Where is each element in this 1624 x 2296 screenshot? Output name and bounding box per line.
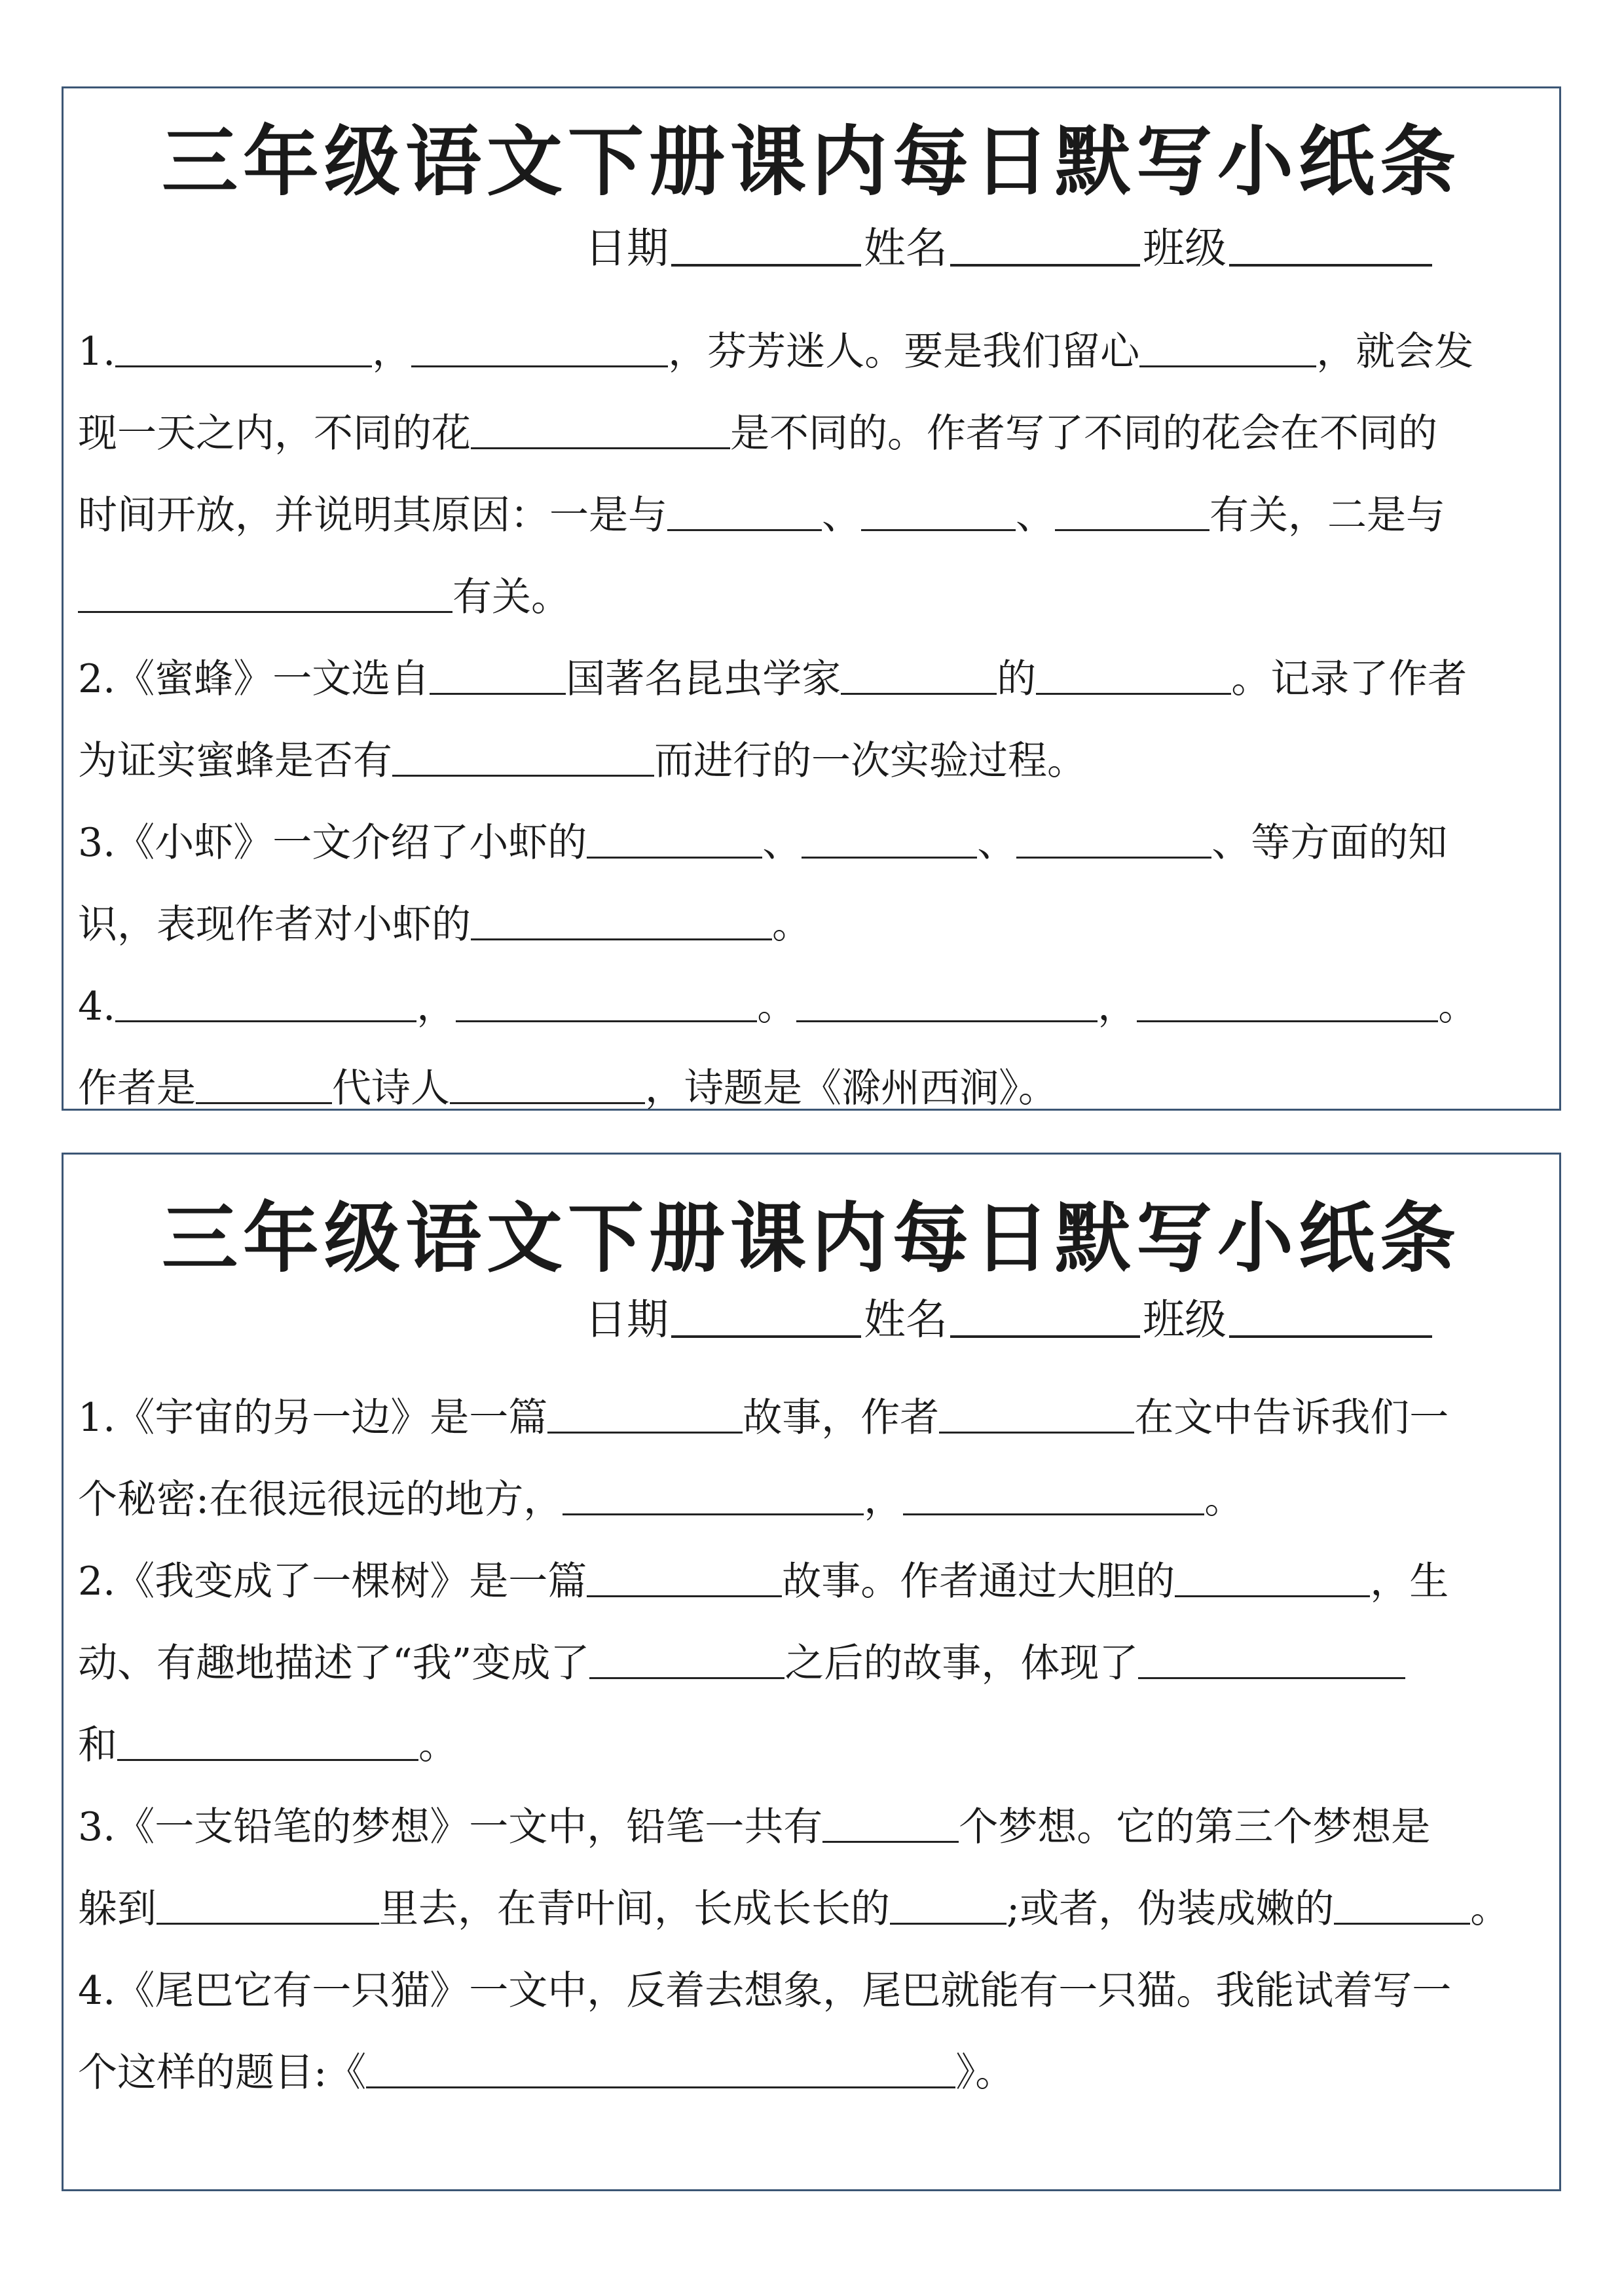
answer-blank[interactable] [841,655,997,695]
answer-blank[interactable] [78,573,452,613]
answer-blank[interactable] [471,900,772,940]
question-line [78,1377,1546,1459]
answer-blank[interactable] [547,1394,743,1434]
text: ， [416,984,456,1029]
answer-blank[interactable] [392,737,654,777]
question-line [78,802,1546,884]
answer-blank[interactable] [861,491,1016,531]
text: ， [1098,984,1137,1029]
answer-blank[interactable] [456,982,757,1022]
text: 个这样的题目:《 [78,2050,367,2096]
question-line [78,1048,1546,1130]
text: 国著名昆虫学家 [566,656,841,702]
text: 而进行的一次实验过程。 [654,738,1086,784]
answer-blank[interactable] [822,1803,959,1843]
name-label: 姓名 [864,1296,948,1344]
answer-blank[interactable] [939,1394,1134,1434]
question-line [78,720,1546,802]
answer-blank[interactable] [587,1557,782,1597]
answer-blank[interactable] [1138,1639,1405,1679]
text: 是不同的。作者写了不同的花会在不同的 [730,411,1437,456]
question-line [78,557,1546,639]
name-label: 姓名 [864,225,948,273]
text: 1. [78,329,116,375]
header-fields [585,1291,1435,1350]
text: 。 [418,1722,458,1768]
text: 4. [78,984,116,1029]
answer-blank[interactable] [1137,982,1438,1022]
date-label: 日期 [585,225,669,273]
question-line [78,393,1546,475]
question-line [78,475,1546,557]
question-line [78,1950,1546,2032]
date-blank[interactable] [671,1293,861,1338]
answer-blank[interactable] [1036,655,1231,695]
dictation-card-1 [62,86,1561,1111]
text: 1.《宇宙的另一边》是一篇 [78,1395,548,1441]
question-line [78,1787,1546,1868]
answer-blank[interactable] [802,819,977,859]
text: 。 [1470,1886,1510,1932]
answer-blank[interactable] [563,1475,864,1515]
text: 4.《尾巴它有一只猫》一文中，反着去想象，尾巴就能有一只猫。我能试着写一 [78,1968,1452,2014]
text: 为证实蜜蜂是否有 [78,738,392,784]
text: 。 [1204,1477,1244,1523]
text: ，生 [1370,1559,1449,1604]
class-blank[interactable] [1229,1293,1432,1338]
answer-blank[interactable] [366,2048,955,2088]
text: 作者是 [78,1065,196,1111]
text: 、 [1016,492,1055,538]
text: 3.《一支铅笔的梦想》一文中，铅笔一共有 [78,1804,823,1850]
text: 2.《蜜蜂》一文选自 [78,656,430,702]
text: ， [372,329,412,375]
text: 2.《我变成了一棵树》是一篇 [78,1559,587,1604]
text: 个秘密:在很远很远的地方， [78,1477,563,1523]
header-fields [585,219,1435,278]
card-body [78,1377,1546,2114]
text: 》。 [955,2050,1015,2096]
card-title: 三年级语文下册课内每日默写小纸条 [162,117,1461,206]
text: 时间开放，并说明其原因：一是与 [78,492,667,538]
answer-blank[interactable] [796,982,1098,1022]
card-body [78,311,1546,1130]
text: 现一天之内，不同的花 [78,411,471,456]
question-line [78,1868,1546,1950]
text: 里去，在青叶间，长成长长的 [379,1886,890,1932]
text: 有关，二是与 [1209,492,1445,538]
card-title: 三年级语文下册课内每日默写小纸条 [162,1194,1461,1283]
answer-blank[interactable] [115,982,416,1022]
text: 故事。作者通过大胆的 [782,1559,1175,1604]
text: 、 [822,492,861,538]
text: 、 [977,820,1017,866]
text: 。 [772,902,811,948]
answer-blank[interactable] [117,1721,418,1761]
text: 故事，作者 [743,1395,940,1441]
question-line [78,966,1546,1048]
answer-blank[interactable] [115,327,372,367]
answer-blank[interactable] [471,409,730,449]
text: 识，表现作者对小虾的 [78,902,471,948]
question-line [78,1541,1546,1623]
text: 有关。 [452,574,570,620]
text: 代诗人 [332,1065,450,1111]
text: 动、有趣地描述了“我”变成了 [78,1640,590,1686]
answer-blank[interactable] [589,1639,784,1679]
text: ，诗题是《滁州西涧》。 [645,1065,1058,1111]
question-line [78,639,1546,720]
question-line [78,1459,1546,1541]
name-blank[interactable] [950,222,1140,267]
text: 。 [1438,984,1478,1029]
class-label: 班级 [1143,225,1227,273]
text: ， [864,1477,904,1523]
dictation-card-2 [62,1153,1561,2191]
answer-blank[interactable] [903,1475,1204,1515]
answer-blank[interactable] [157,1885,379,1925]
text: 在文中告诉我们一 [1134,1395,1449,1441]
text: 的 [997,656,1037,702]
answer-blank[interactable] [430,655,566,695]
name-blank[interactable] [950,1293,1140,1338]
text: ，就会发 [1316,329,1474,375]
answer-blank[interactable] [1016,819,1211,859]
answer-blank[interactable] [1055,491,1209,531]
answer-blank[interactable] [450,1064,645,1104]
text: 躲到 [78,1886,157,1932]
answer-blank[interactable] [890,1885,1006,1925]
question-line [78,2032,1546,2114]
question-line [78,884,1546,966]
answer-blank[interactable] [196,1064,332,1104]
answer-blank[interactable] [411,327,668,367]
question-line [78,1623,1546,1705]
text: 和 [78,1722,117,1768]
text: 之后的故事，体现了 [784,1640,1139,1686]
question-line [78,1705,1546,1787]
text: 。记录了作者 [1231,656,1467,702]
text: 个梦想。它的第三个梦想是 [959,1804,1431,1850]
text: ;或者，伪装成嫩的 [1006,1886,1335,1932]
text: 3.《小虾》一文介绍了小虾的 [78,820,587,866]
text: 、等方面的知 [1211,820,1448,866]
date-blank[interactable] [671,222,861,267]
text: 、 [762,820,802,866]
text: ，芬芳迷人。要是我们留心 [668,329,1140,375]
class-blank[interactable] [1229,222,1432,267]
date-label: 日期 [585,1296,669,1344]
answer-blank[interactable] [1139,327,1316,367]
answer-blank[interactable] [1334,1885,1470,1925]
class-label: 班级 [1143,1296,1227,1344]
question-line [78,311,1546,393]
text: 。 [757,984,797,1029]
answer-blank[interactable] [587,819,762,859]
answer-blank[interactable] [667,491,822,531]
answer-blank[interactable] [1175,1557,1370,1597]
